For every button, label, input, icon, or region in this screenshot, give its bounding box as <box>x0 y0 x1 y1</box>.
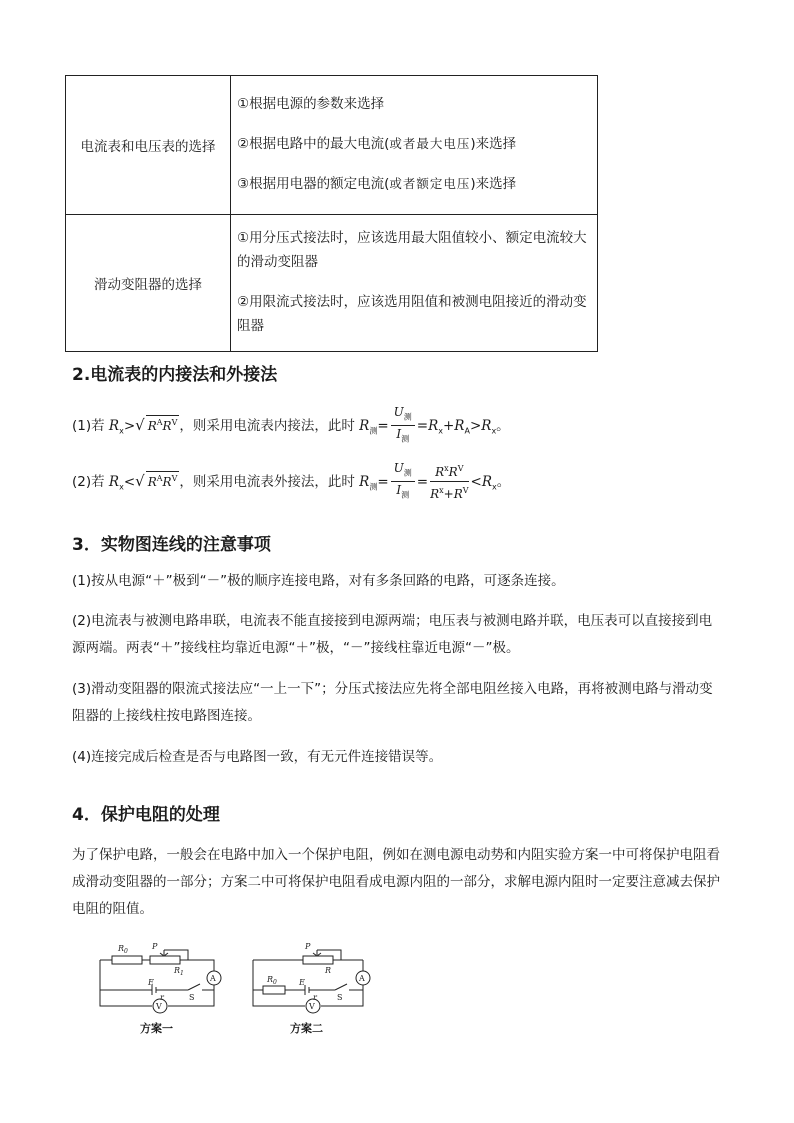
figure-caption: 方案一 <box>140 1022 173 1035</box>
item-text: ②根据电路中的最大电流(或者最大电压)来选择 <box>237 136 517 152</box>
svg-text:A: A <box>210 974 216 983</box>
paragraph: (1)按从电源“＋”极到“－”极的顺序连接电路，对有多条回路的电路，可逐条连接。 <box>72 573 565 589</box>
formula-line-1: (1)若 $R_x>√$ $R^AR^V$ ，则采用电流表内接法，此时 $R_测=$ $\frac{U_测}{I_测}$ $=R_x+R_A>R_x$。 <box>72 405 510 444</box>
svg-text:P: P <box>305 942 311 951</box>
item-text: ①用分压式接法时，应该选用最大阻值较小、额定电流较大的滑动变阻器 <box>237 230 587 270</box>
circuit-diagram-1 <box>92 938 228 1018</box>
svg-text:A: A <box>359 974 365 983</box>
svg-text:E: E <box>148 978 154 987</box>
row-items <box>231 76 598 215</box>
paragraph: (3)滑动变阻器的限流式接法应“一上一下”；分压式接法应先将全部电阻丝接入电路，再将被测电路与滑动变阻器的上接线柱按电路图连接。 <box>72 681 713 724</box>
row-items <box>231 215 598 352</box>
svg-text:R1: $R_1$ <box>174 966 184 977</box>
paragraph: 为了保护电路，一般会在电路中加入一个保护电阻，例如在测电源电动势和内阻实验方案一中可将保护电阻看成滑动变阻器的一部分；方案二中可将保护电阻看成电源内阻的一部分，求解电源内阻时一定要注意减去保护电阻的阻值。 <box>72 847 720 917</box>
section-title: 4．保护电阻的处理 <box>72 805 220 825</box>
table-row <box>66 215 598 352</box>
table-row <box>66 76 598 215</box>
svg-text:R0: $R_0$ <box>118 944 128 955</box>
item-text: ②用限流式接法时，应该选用阻值和被测电阻接近的滑动变阻器 <box>237 294 587 334</box>
svg-text:V: V <box>309 1002 315 1011</box>
svg-text:R0: $R_0$ <box>267 975 277 986</box>
row-label: 电流表和电压表的选择 <box>66 76 231 215</box>
svg-text:V: V <box>156 1002 162 1011</box>
svg-text:R: R <box>325 966 332 975</box>
svg-text:P: P <box>152 942 158 951</box>
svg-text:S: S <box>337 993 343 1002</box>
paragraph: (2)电流表与被测电路串联，电流表不能直接接到电源两端；电压表与被测电路并联，电压表可以直接接到电源两端。两表“＋”接线柱均靠近电源“＋”极，“－”接线柱靠近电源“－”极。 <box>72 613 713 656</box>
selection-table <box>65 75 598 352</box>
paragraph: (4)连接完成后检查是否与电路图一致，有无元件连接错误等。 <box>72 749 443 765</box>
svg-text:r: r <box>160 993 164 1002</box>
formula-line-2: (2)若 $R_x<√$ $R^AR^V$ ，则采用电流表外接法，此时 $R_测=$ $\frac{U_测}{I_测}$ = $\frac{R^xR^V}{R^x+R^V}$ $<R_x$。 <box>72 461 511 502</box>
circuit-diagram-2 <box>245 938 381 1018</box>
row-label: 滑动变阻器的选择 <box>66 215 231 352</box>
svg-text:E: E <box>299 978 305 987</box>
figure-caption: 方案二 <box>290 1022 323 1035</box>
item-text: ①根据电源的参数来选择 <box>237 96 385 112</box>
svg-text:r: r <box>313 993 317 1002</box>
section-title: 3．实物图连线的注意事项 <box>72 535 271 555</box>
svg-text:S: S <box>189 993 195 1002</box>
section-title: 2.电流表的内接法和外接法 <box>72 365 278 385</box>
item-text: ③根据用电器的额定电流(或者额定电压)来选择 <box>237 176 517 192</box>
